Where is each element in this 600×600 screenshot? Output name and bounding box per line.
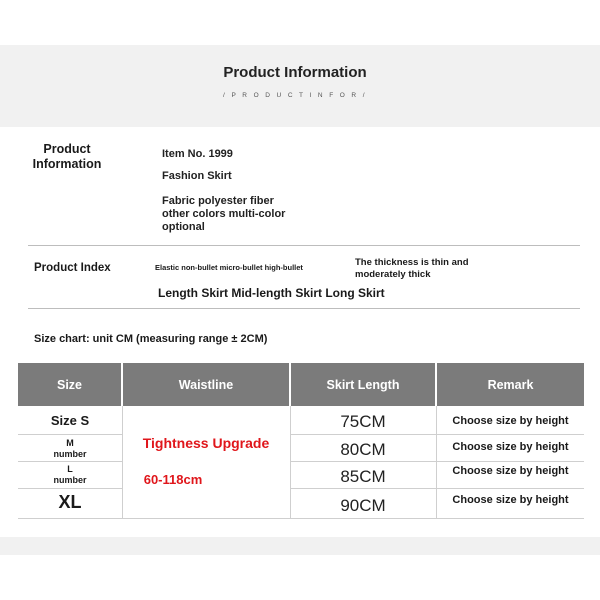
optional: optional xyxy=(162,221,205,233)
remark-row2: Choose size by height xyxy=(452,441,569,453)
item-number: Item No. 1999 xyxy=(162,148,233,160)
size-m-number: number xyxy=(53,449,87,459)
col-divider xyxy=(122,406,123,518)
divider-right-2 xyxy=(152,308,580,309)
thickness-line2: moderately thick xyxy=(355,269,431,280)
remark-row4: Choose size by height xyxy=(452,494,569,506)
header-band xyxy=(0,45,600,127)
row-divider xyxy=(18,461,122,462)
size-xl: XL xyxy=(58,492,82,512)
header-waistline: Waistline xyxy=(123,363,289,406)
row-divider xyxy=(18,434,122,435)
size-l-letter: L xyxy=(67,464,73,474)
divider-left xyxy=(28,245,152,246)
divider-left-2 xyxy=(28,308,152,309)
length-85: 85CM xyxy=(340,467,386,486)
tightness-upgrade: Tightness Upgrade xyxy=(142,435,270,451)
colors: other colors multi-color xyxy=(162,208,286,220)
product-info-label-line1: Product xyxy=(43,142,91,156)
header-skirt-length: Skirt Length xyxy=(291,363,435,406)
remark-row3: Choose size by height xyxy=(452,465,569,477)
table-bottom xyxy=(18,518,584,519)
size-l xyxy=(18,464,122,486)
header-size: Size xyxy=(18,363,121,406)
product-index-label: Product Index xyxy=(34,262,111,274)
elastic-options: Elastic non-bullet micro-bullet high-bullet xyxy=(155,263,303,272)
size-m xyxy=(18,438,122,460)
length-80: 80CM xyxy=(340,440,386,459)
size-s: Size S xyxy=(50,413,90,428)
footer-band xyxy=(0,537,600,555)
divider-right xyxy=(152,245,580,246)
thickness-line1: The thickness is thin and xyxy=(355,257,469,268)
fabric: Fabric polyester fiber xyxy=(162,195,274,207)
length-90: 90CM xyxy=(340,496,386,515)
remark-row1: Choose size by height xyxy=(452,415,569,427)
category: Fashion Skirt xyxy=(162,170,232,182)
size-l-number: number xyxy=(53,475,87,485)
row-divider xyxy=(291,488,584,489)
row-divider xyxy=(18,488,122,489)
waistline-range: 60-118cm xyxy=(143,472,203,487)
size-m-letter: M xyxy=(66,438,74,448)
length-75: 75CM xyxy=(340,412,386,431)
row-divider xyxy=(291,434,584,435)
length-options: Length Skirt Mid-length Skirt Long Skirt xyxy=(158,286,385,300)
product-info-label xyxy=(22,142,112,172)
page-title: Product Information xyxy=(223,64,367,81)
row-divider xyxy=(291,461,584,462)
product-info-label-line2: Information xyxy=(32,157,102,171)
header-remark: Remark xyxy=(437,363,584,406)
size-chart-label: Size chart: unit CM (measuring range ± 2CM) xyxy=(34,333,268,345)
page-subtitle: / P R O D U C T I N F O R / xyxy=(223,92,367,99)
